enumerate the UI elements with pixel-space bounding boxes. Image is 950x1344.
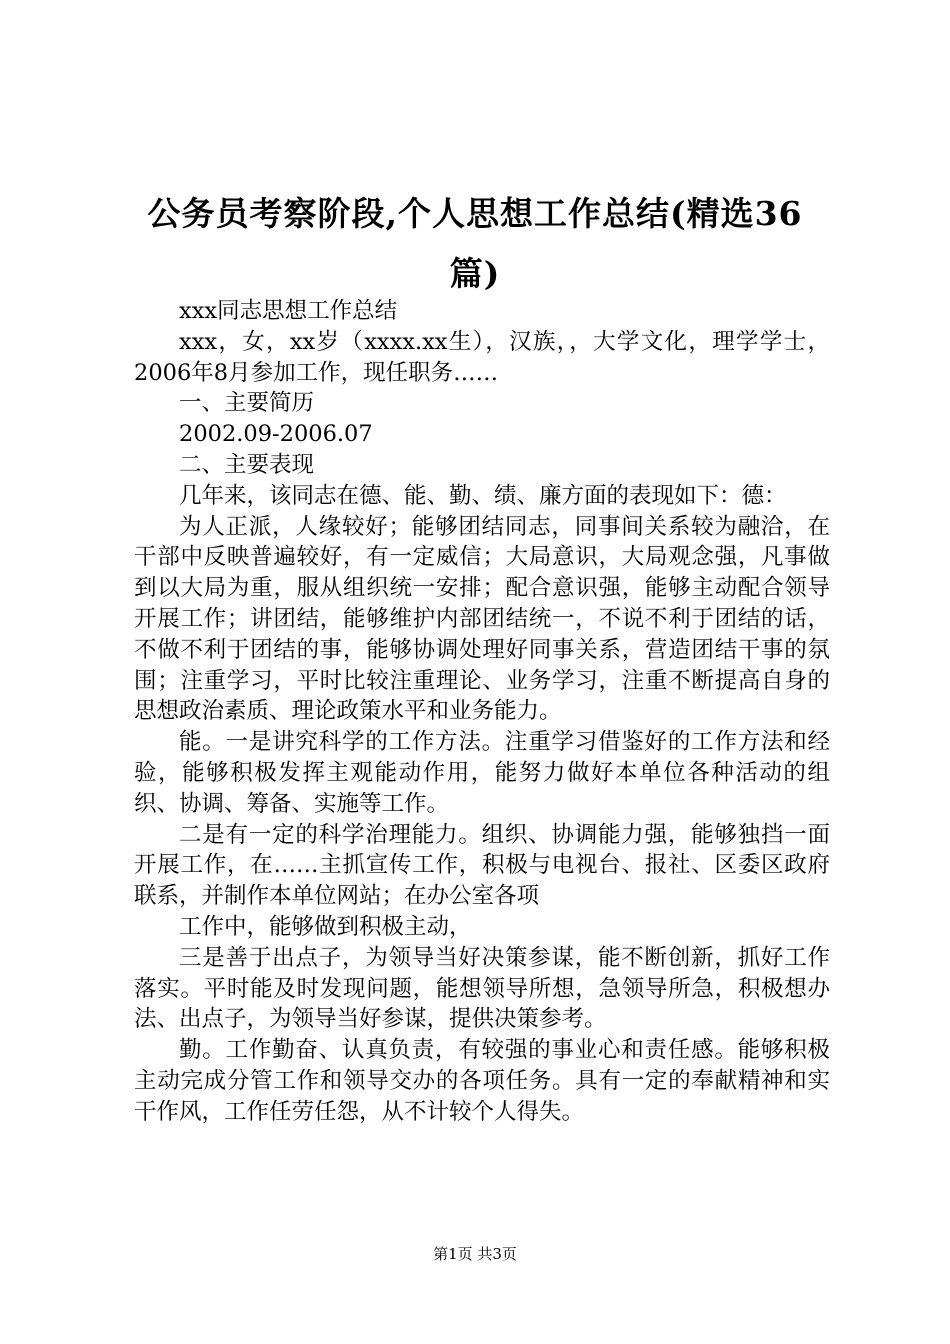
paragraph-profile: xxx，女，xx岁（xxxx.xx生），汉族，，大学文化，理学学士，2006年8月参加工作，现任职务…… xyxy=(134,328,830,386)
paragraph-neng-2: 二是有一定的科学治理能力。组织、协调能力强，能够独挡一面开展工作，在……主抓宣传工作，积极与电视台、报社、区委区政府联系，并制作本单位网站；在办公室各项 xyxy=(134,821,830,910)
paragraph-de: 为人正派，人缘较好；能够团结同志，同事间关系较为融洽，在干部中反映普遍较好，有一定威信；大局意识，大局观念强，凡事做到以大局为重，服从组织统一安排；配合意识强，能够主动配合领导开展工作；讲团结，能够维护内部团结统一，不说不利于团结的话，不做不利于团结的事，能够协调处理好同事关系，营造团结干事的氛围；注重学习，平时比较注重理论、业务学习，注重不断提高自身的思想政治素质、理论政策水平和业务能力。 xyxy=(134,513,830,725)
paragraph-neng-2-cont: 工作中，能够做到积极主动， xyxy=(179,913,472,940)
document-title xyxy=(120,184,830,304)
paragraph-qin: 勤。工作勤奋、认真负责，有较强的事业心和责任感。能够积极主动完成分管工作和领导交办的各项任务。具有一定的奉献精神和实干作风，工作任劳任怨，从不计较个人得失。 xyxy=(134,1037,830,1125)
paragraph-resume-dates: 2002.09-2006.07 xyxy=(179,421,373,448)
title-line-1: 公务员考察阶段,个人思想工作总结(精选36 xyxy=(147,194,803,233)
section-heading-performance: 二、主要表现 xyxy=(179,451,315,478)
paragraph-neng-1: 能。一是讲究科学的工作方法。注重学习借鉴好的工作方法和经验，能够积极发挥主观能动作用，能努力做好本单位各种活动的组织、协调、筹备、实施等工作。 xyxy=(134,729,830,817)
paragraph-intro: 几年来，该同志在德、能、勤、绩、廉方面的表现如下：德： xyxy=(179,482,787,509)
page-footer: 第1页 共3页 xyxy=(433,1245,517,1263)
paragraph-heading: xxx同志思想工作总结 xyxy=(179,298,398,324)
section-heading-resume: 一、主要简历 xyxy=(179,390,315,417)
title-line-2: 篇) xyxy=(449,254,501,293)
document-body xyxy=(134,296,830,1128)
paragraph-neng-3: 三是善于出点子，为领导当好决策参谋，能不断创新，抓好工作落实。平时能及时发现问题，能想领导所想，急领导所急，积极想办法、出点子，为领导当好参谋，提供决策参考。 xyxy=(134,944,830,1033)
